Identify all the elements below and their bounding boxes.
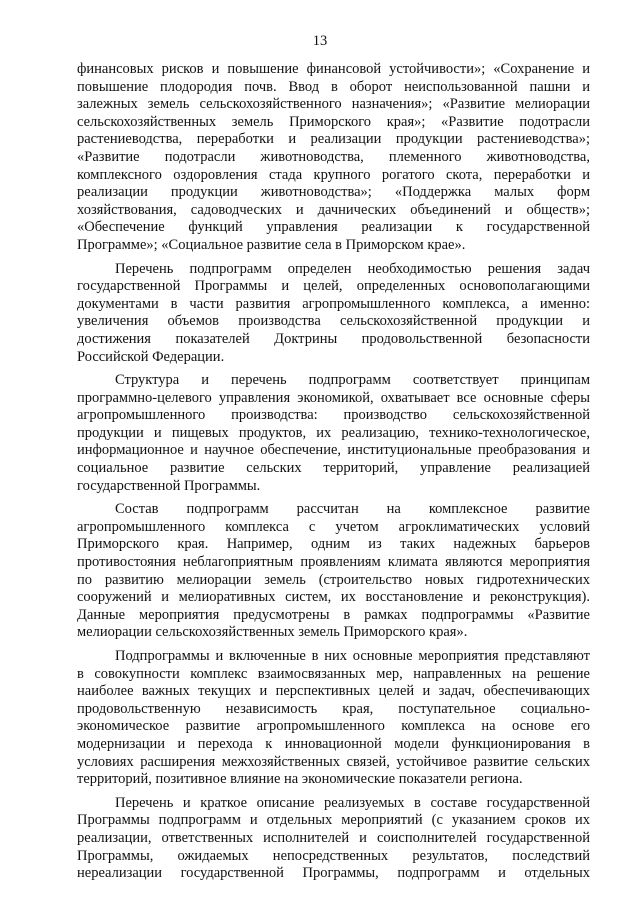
- text-line: достижения показателей Доктрины продовольственной безопасности: [77, 330, 590, 347]
- text-line: документами в части развития агропромышленного комплекса, а именно:: [77, 295, 590, 312]
- text-line: территорий, позитивное влияние на экономические показатели региона.: [77, 771, 523, 788]
- text-line: Подпрограммы и включенные в них основные мероприятия представляют: [115, 648, 590, 664]
- paragraph: [77, 61, 590, 255]
- text-line: агропромышленного производства: производство сельскохозяйственной: [77, 407, 590, 424]
- text-line: экономическое развитие агропромышленного комплекса на основе его: [77, 718, 590, 735]
- text-line: сельскохозяйственных земель Приморского края»; «Развитие подотрасли: [77, 113, 590, 130]
- text-line: повышение плодородия почв. Ввод в оборот неиспользованной пашни и: [77, 78, 590, 95]
- text-line: сооружений и мелиоративных систем, их восстановление и реконструкция).: [77, 589, 590, 606]
- page-number: 13: [312, 33, 328, 49]
- text-line: государственной Программы и целей, определенных основополагающими: [77, 278, 590, 295]
- text-line: Перечень и краткое описание реализуемых в составе государственной: [115, 794, 590, 811]
- text-line: Российской Федерации.: [77, 348, 225, 365]
- text-line: залежных земель сельскохозяйственного назначения»; «Развитие мелиорации: [77, 96, 590, 113]
- text-line: реализации, ответственных исполнителей и соисполнителей государственной: [77, 829, 590, 846]
- text-line: социальное развитие сельских территорий, управление реализацией: [77, 460, 590, 477]
- text-line: Программе»; «Социальное развитие села в Приморском крае».: [77, 236, 466, 253]
- text-line: в совокупности комплекс взаимосвязанных мер, направленных на решение: [77, 665, 590, 682]
- text-line: Данные мероприятия предусмотрены в рамках подпрограммы «Развитие: [77, 606, 590, 623]
- text-line: комплексного оздоровления стада крупного рогатого скота, переработки и: [77, 166, 590, 183]
- text-line: хозяйствования, садоводческих и дачнических объединений и обществ»;: [77, 201, 590, 218]
- text-line: агропромышленного комплекса с учетом агроклиматических условий: [77, 518, 590, 535]
- document-body: [77, 61, 590, 883]
- text-line: противостояния неблагоприятным проявлениям климата являются мероприятия: [77, 554, 590, 571]
- text-line: «Обеспечение функций управления реализации к государственной: [77, 219, 590, 236]
- text-line: программно-целевого управления экономикой, охватывает все основные сферы: [77, 389, 590, 406]
- text-line: наиболее важных текущих и перспективных целей и задач, обеспечивающих: [77, 683, 590, 700]
- paragraph: [77, 261, 590, 367]
- text-line: мелиорации сельскохозяйственных земель Приморского края».: [77, 624, 468, 641]
- paragraph: [77, 648, 590, 789]
- text-line: нереализации государственной Программы, подпрограмм и отдельных: [77, 865, 590, 882]
- text-line: продукции и пищевых продуктов, их реализацию, технико-технологическое,: [77, 424, 590, 441]
- paragraph: [77, 501, 590, 642]
- text-line: реализации продукции животноводства»; «Поддержка малых форм: [77, 184, 590, 201]
- text-line: увеличения объемов производства сельскохозяйственной продукции и: [77, 313, 590, 330]
- text-line: Структура и перечень подпрограмм соответствует принципам: [115, 372, 590, 389]
- text-line: государственной Программы.: [77, 477, 261, 494]
- text-line: финансовых рисков и повышение финансовой устойчивости»; «Сохранение и: [77, 61, 590, 77]
- text-line: по развитию мелиорации земель (строительство новых гидротехнических: [77, 571, 590, 588]
- text-line: Программы подпрограмм и отдельных мероприятий (с указанием сроков их: [77, 812, 590, 829]
- text-line: Приморского края. Например, одним из таких надежных барьеров: [77, 536, 590, 553]
- text-line: информационное и научное обеспечение, институциональные преобразования и: [77, 442, 590, 459]
- text-line: Перечень подпрограмм определен необходимостью решения задач: [115, 260, 590, 277]
- text-line: «Развитие подотрасли животноводства, племенного животноводства,: [77, 148, 590, 165]
- text-line: условиях расширения межхозяйственных связей, устойчивое развитие сельских: [77, 753, 590, 770]
- paragraph: [77, 795, 590, 883]
- paragraph: [77, 372, 590, 495]
- text-line: Программы, ожидаемых непосредственных результатов, последствий: [77, 847, 590, 864]
- text-line: Состав подпрограмм рассчитан на комплексное развитие: [115, 501, 590, 518]
- text-line: модернизации и перехода к инновационной модели функционирования в: [77, 735, 590, 752]
- text-line: растениеводства, переработки и реализации продукции растениеводства»;: [77, 131, 590, 148]
- text-line: продовольственную независимость края, поступательное социально-: [77, 700, 590, 717]
